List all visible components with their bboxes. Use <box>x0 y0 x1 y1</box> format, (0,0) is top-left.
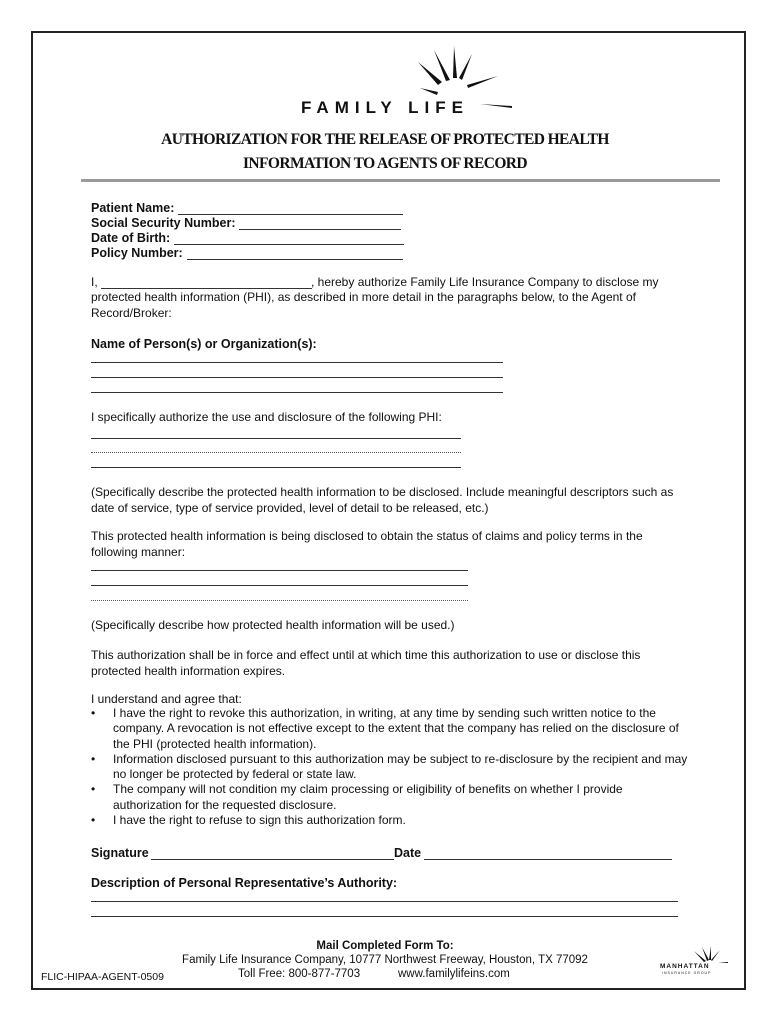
rep-authority-line-2[interactable] <box>91 916 678 917</box>
company-logo-text: FAMILY LIFE <box>300 98 470 117</box>
signature-label: Signature <box>91 846 149 860</box>
manhattan-logo-icon <box>690 945 730 965</box>
agreement-item: • The company will not condition my claim processing or eligibility of benefits on whether I provide authorization for the requested disclosure. <box>91 782 691 813</box>
names-line-3[interactable] <box>91 392 503 393</box>
purpose-line-1[interactable] <box>91 570 468 571</box>
purpose-line-3[interactable] <box>91 600 468 601</box>
date-field[interactable] <box>424 859 672 860</box>
form-title-line1: AUTHORIZATION FOR THE RELEASE OF PROTECTED HEALTH <box>161 131 609 148</box>
form-code: FLIC-HIPAA-AGENT-0509 <box>41 971 164 983</box>
phi-describe: (Specifically describe the protected health information to be disclosed. Include meaningful descriptors such as date of service, type of service provided, level of detail to be released, etc.) <box>91 485 674 515</box>
names-heading: Name of Person(s) or Organization(s): <box>91 337 317 351</box>
purpose-describe: (Specifically describe how protected health information will be used.) <box>91 618 455 632</box>
signature-field[interactable] <box>151 859 394 860</box>
agreement-item: • Information disclosed pursuant to this authorization may be subject to re-disclosure by the recipient and may no longer be protected by federal or state law. <box>91 752 691 783</box>
phi-intro: I specifically authorize the use and disclosure of the following PHI: <box>91 410 442 424</box>
ssn-field[interactable] <box>239 229 401 230</box>
date-label: Date <box>394 846 422 860</box>
phi-line-3[interactable] <box>91 467 461 468</box>
phi-line-2[interactable] <box>91 452 461 453</box>
authorize-suffix: , hereby authorize Family Life Insurance Company to disclose my <box>311 275 659 289</box>
phi-line-1[interactable] <box>91 438 461 439</box>
agreement-item: • I have the right to revoke this authorization, in writing, at any time by sending such written notice to the company. A revocation is not effective except to the extent that the company has relied on the disclosure of the PHI (protected health information). <box>91 706 691 752</box>
agree-intro: I understand and agree that: <box>91 692 242 706</box>
website-link[interactable]: www.familylifeins.com <box>398 968 510 980</box>
policy-number-label: Policy Number: <box>91 246 183 260</box>
patient-name-label: Patient Name: <box>91 201 175 215</box>
names-line-2[interactable] <box>91 377 503 378</box>
ssn-label: Social Security Number: <box>91 216 236 230</box>
agreement-item: • I have the right to refuse to sign this authorization form. <box>91 813 691 828</box>
dob-field[interactable] <box>174 244 404 245</box>
purpose-text: This protected health information is being disclosed to obtain the status of claims and policy terms in the following manner: <box>91 529 643 559</box>
patient-name-field[interactable] <box>178 214 403 215</box>
rep-authority-heading: Description of Personal Representative’s Authority: <box>91 876 398 890</box>
rep-authority-line-1[interactable] <box>91 901 678 902</box>
authorize-prefix: I, <box>91 275 98 289</box>
agreement-list <box>91 706 691 828</box>
authorize-text: protected health information (PHI), as described in more detail in the paragraphs below, to the Agent of Record/Broker: <box>91 290 636 320</box>
toll-free-phone: Toll Free: 800-877-7703 <box>238 968 361 980</box>
dob-label: Date of Birth: <box>91 231 171 245</box>
title-divider <box>81 179 720 182</box>
policy-number-field[interactable] <box>187 259 403 260</box>
names-line-1[interactable] <box>91 362 503 363</box>
form-title-line2: INFORMATION TO AGENTS OF RECORD <box>243 155 527 172</box>
mail-address: Family Life Insurance Company, 10777 Northwest Freeway, Houston, TX 77092 <box>182 954 588 966</box>
manhattan-brand-sub: INSURANCE GROUP <box>662 971 712 975</box>
purpose-line-2[interactable] <box>91 585 468 586</box>
mail-heading: Mail Completed Form To: <box>316 940 454 952</box>
authorizer-name-field[interactable] <box>101 288 312 289</box>
manhattan-brand: MANHATTAN <box>660 963 710 970</box>
force-text: This authorization shall be in force and effect until at which time this authorization to use or disclose this protected health information expires. <box>91 648 641 678</box>
